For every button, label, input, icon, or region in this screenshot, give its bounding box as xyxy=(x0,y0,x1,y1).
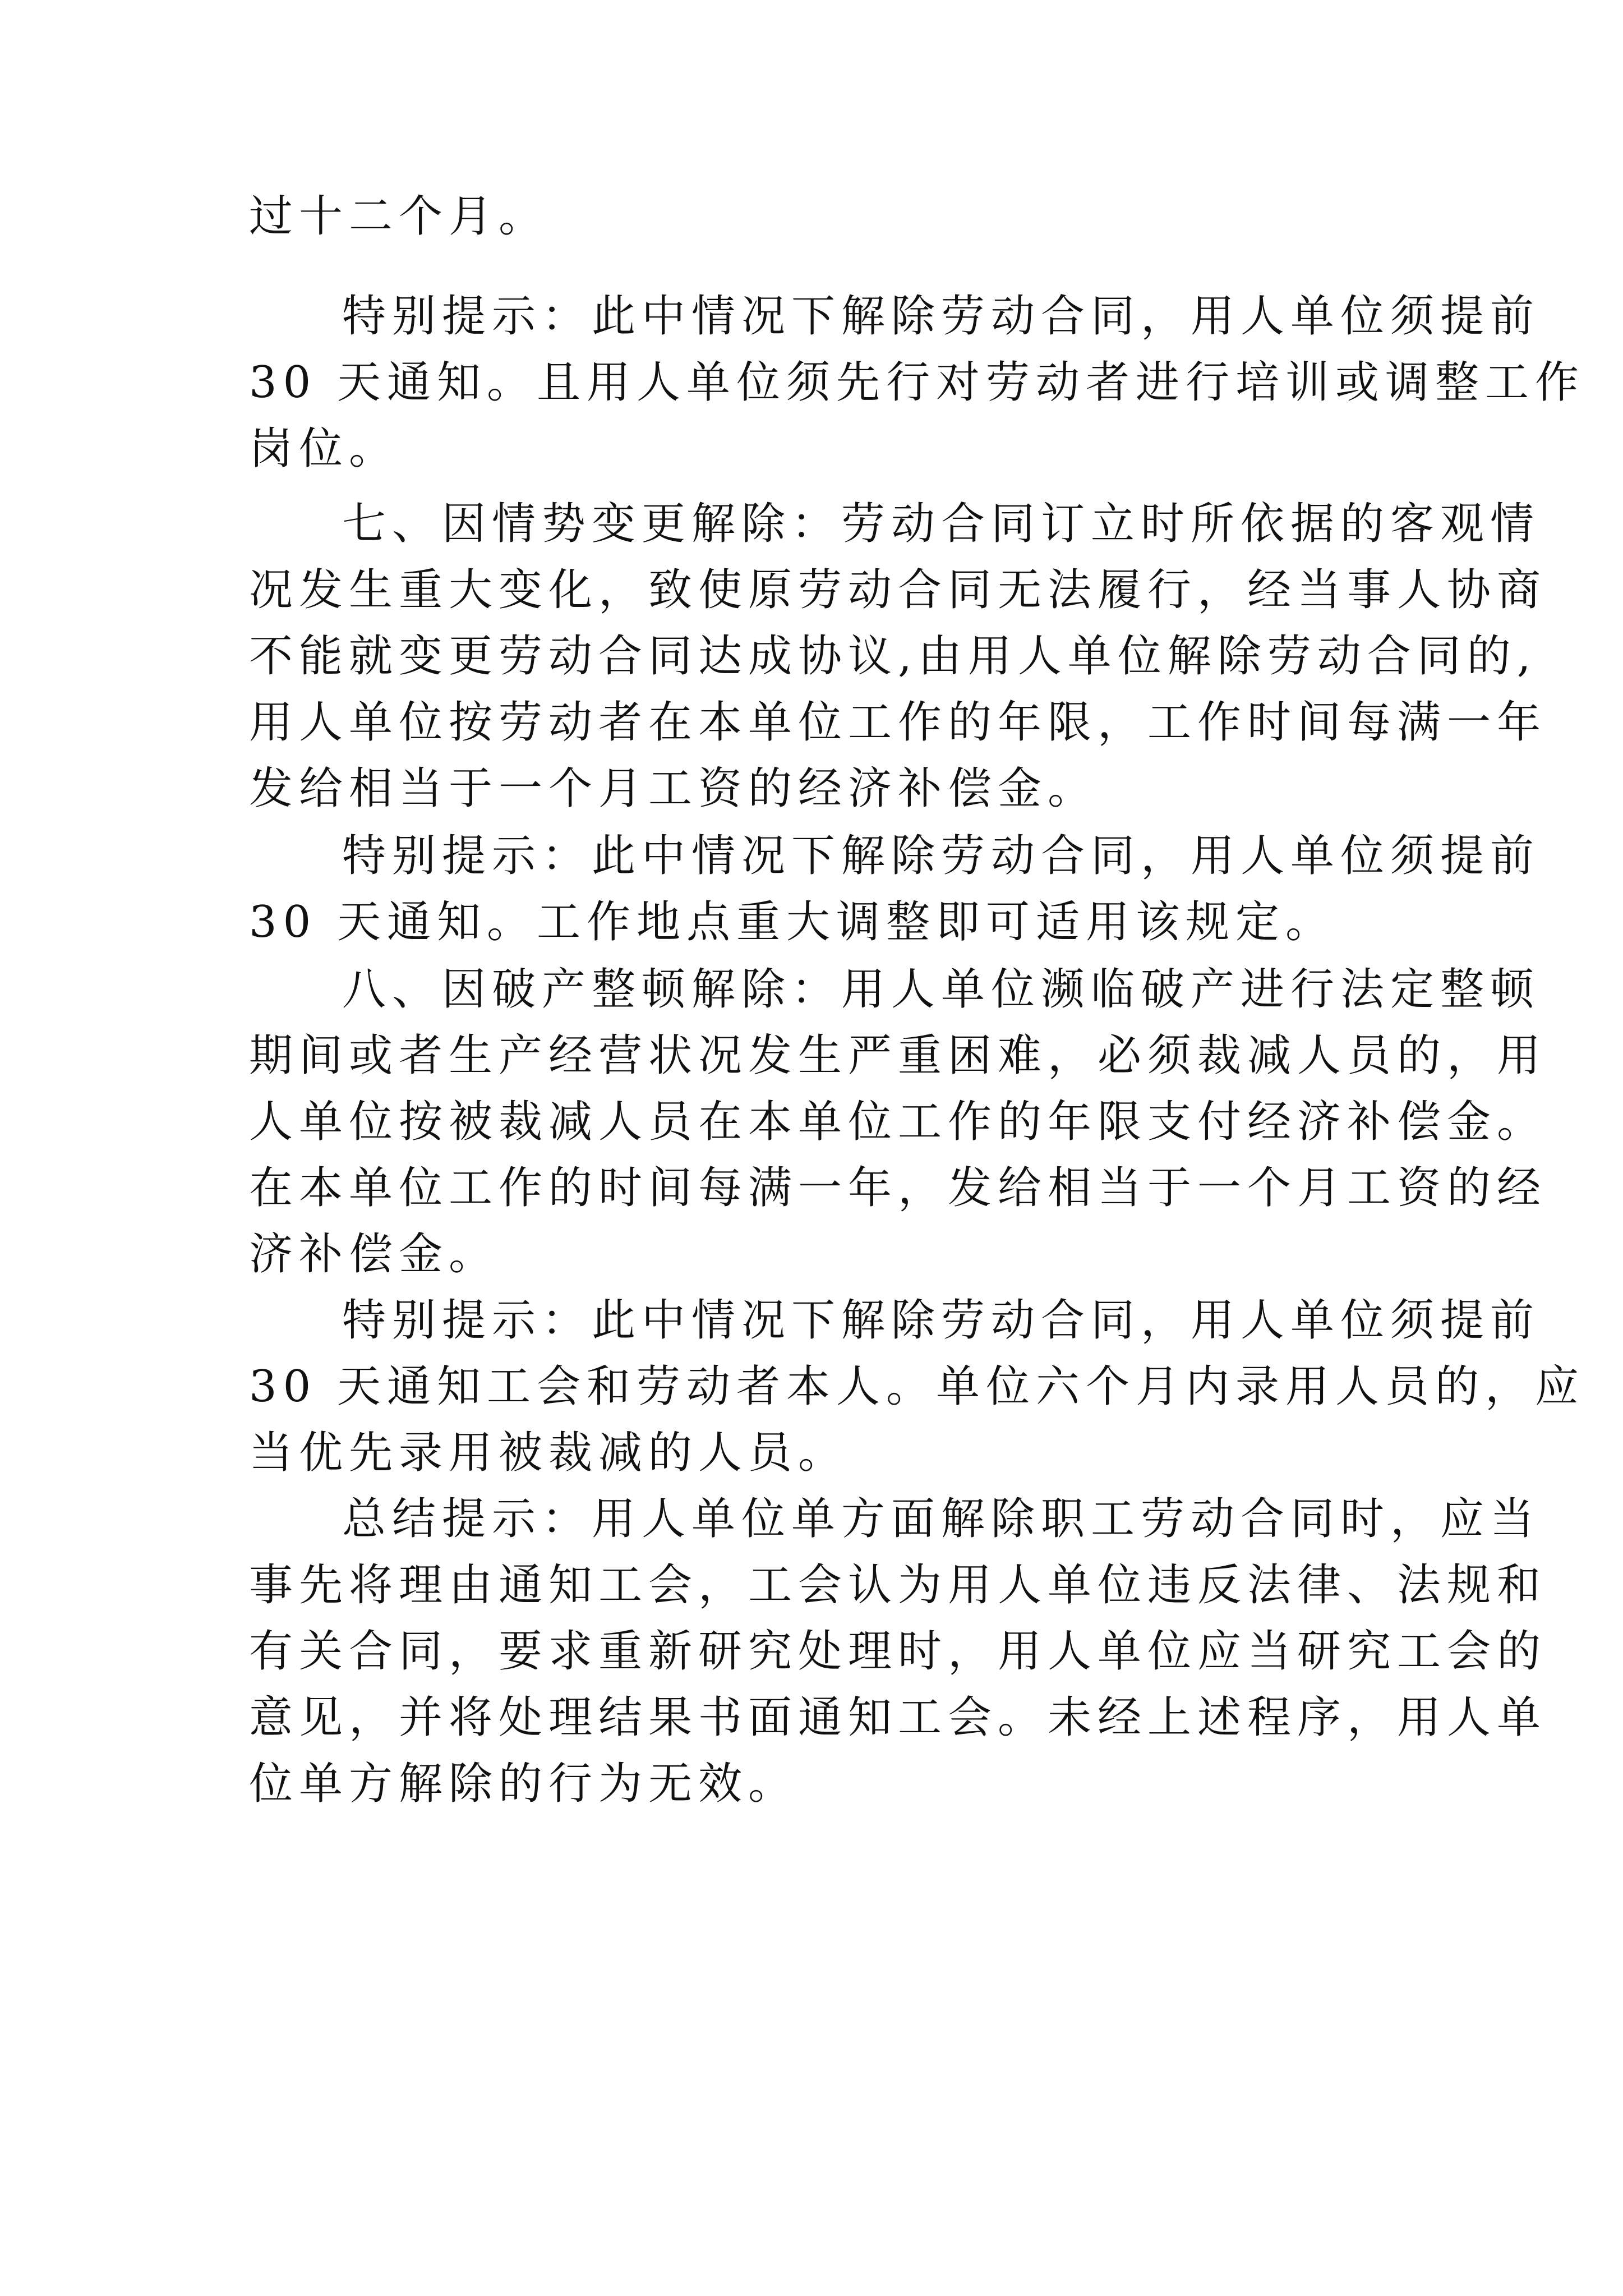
text-line: 意见，并将处理结果书面通知工会。未经上述程序，用人单 xyxy=(249,1692,1547,1743)
text-line: 30 天通知。工作地点重大调整即可适用该规定。 xyxy=(249,897,1336,947)
paragraph-first-line: 特别提示：此中情况下解除劳动合同，用人单位须提前 xyxy=(342,291,1541,342)
text-line: 位单方解除的行为无效。 xyxy=(249,1759,799,1809)
text-line: 况发生重大变化，致使原劳动合同无法履行，经当事人协商 xyxy=(249,565,1547,615)
text-line: 发给相当于一个月工资的经济补偿金。 xyxy=(249,763,1098,814)
paragraph-first-line: 特别提示：此中情况下解除劳动合同，用人单位须提前 xyxy=(342,1295,1541,1346)
text-line: 有关合同，要求重新研究处理时，用人单位应当研究工会的 xyxy=(249,1626,1547,1677)
text-line: 事先将理由通知工会，工会认为用人单位违反法律、法规和 xyxy=(249,1560,1547,1611)
text-line: 人单位按被裁减人员在本单位工作的年限支付经济补偿金。 xyxy=(249,1097,1547,1147)
text-line: 岗位。 xyxy=(249,424,399,474)
text-line: 在本单位工作的时间每满一年，发给相当于一个月工资的经 xyxy=(249,1163,1547,1213)
paragraph-first-line: 特别提示：此中情况下解除劳动合同，用人单位须提前 xyxy=(342,831,1541,881)
paragraph-first-line: 八、因破产整顿解除：用人单位濒临破产进行法定整顿 xyxy=(342,964,1541,1015)
text-line: 30 天通知。且用人单位须先行对劳动者进行培训或调整工作 xyxy=(249,357,1585,408)
text-line: 用人单位按劳动者在本单位工作的年限，工作时间每满一年 xyxy=(249,697,1547,748)
text-line: 当优先录用被裁减的人员。 xyxy=(249,1428,849,1478)
paragraph-first-line: 七、因情势变更解除：劳动合同订立时所依据的客观情 xyxy=(342,499,1541,549)
text-line: 过十二个月。 xyxy=(249,191,549,242)
text-line: 济补偿金。 xyxy=(249,1229,499,1280)
text-line: 不能就变更劳动合同达成协议,由用人单位解除劳动合同的, xyxy=(249,631,1537,682)
text-line: 期间或者生产经营状况发生严重困难，必须裁减人员的，用 xyxy=(249,1030,1547,1081)
paragraph-first-line: 总结提示：用人单位单方面解除职工劳动合同时，应当 xyxy=(342,1494,1541,1544)
text-line: 30 天通知工会和劳动者本人。单位六个月内录用人员的，应 xyxy=(249,1361,1585,1412)
